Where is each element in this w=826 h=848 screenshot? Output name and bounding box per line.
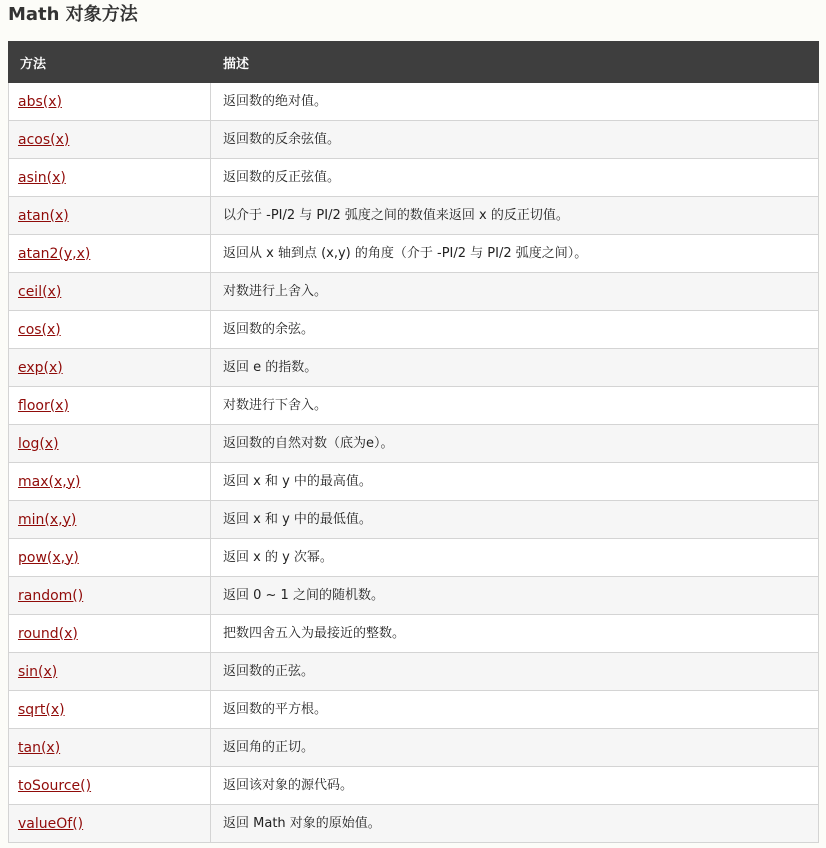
method-cell: [9, 767, 211, 805]
method-link[interactable]: pow(x,y): [18, 549, 79, 566]
method-link[interactable]: atan(x): [18, 207, 69, 224]
method-cell: [9, 425, 211, 463]
description-cell: 返回 0 ~ 1 之间的随机数。: [211, 577, 819, 615]
description-cell: 返回 e 的指数。: [211, 349, 819, 387]
description-cell: 返回 x 和 y 中的最低值。: [211, 501, 819, 539]
method-cell: [9, 121, 211, 159]
table-row: [9, 577, 819, 615]
method-cell: [9, 729, 211, 767]
table-row: [9, 83, 819, 121]
section-title: Math 对象方法: [8, 4, 138, 25]
table-row: [9, 425, 819, 463]
method-link[interactable]: valueOf(): [18, 815, 84, 832]
method-link[interactable]: toSource(): [18, 777, 92, 794]
method-link[interactable]: cos(x): [18, 321, 61, 338]
method-cell: [9, 691, 211, 729]
table-row: [9, 387, 819, 425]
description-cell: 返回 x 和 y 中的最高值。: [211, 463, 819, 501]
table-row: [9, 463, 819, 501]
method-link[interactable]: min(x,y): [18, 511, 77, 528]
methods-table: [8, 41, 819, 843]
column-header-method: 方法: [9, 42, 211, 83]
table-row: [9, 273, 819, 311]
table-row: [9, 767, 819, 805]
table-row: [9, 653, 819, 691]
description-cell: 返回 Math 对象的原始值。: [211, 805, 819, 843]
description-cell: 对数进行上舍入。: [211, 273, 819, 311]
method-link[interactable]: abs(x): [18, 93, 62, 110]
method-link[interactable]: log(x): [18, 435, 59, 452]
table-row: [9, 159, 819, 197]
method-cell: [9, 273, 211, 311]
method-cell: [9, 159, 211, 197]
method-cell: [9, 539, 211, 577]
method-link[interactable]: exp(x): [18, 359, 63, 376]
table-row: [9, 121, 819, 159]
description-cell: 对数进行下舍入。: [211, 387, 819, 425]
method-link[interactable]: sin(x): [18, 663, 58, 680]
table-row: [9, 501, 819, 539]
method-link[interactable]: max(x,y): [18, 473, 81, 490]
description-cell: 以介于 -PI/2 与 PI/2 弧度之间的数值来返回 x 的反正切值。: [211, 197, 819, 235]
method-cell: [9, 615, 211, 653]
method-cell: [9, 387, 211, 425]
table-row: [9, 615, 819, 653]
method-link[interactable]: round(x): [18, 625, 78, 642]
method-cell: [9, 349, 211, 387]
method-link[interactable]: tan(x): [18, 739, 61, 756]
table-row: [9, 197, 819, 235]
table-row: [9, 539, 819, 577]
method-cell: [9, 463, 211, 501]
method-cell: [9, 805, 211, 843]
description-cell: 返回数的正弦。: [211, 653, 819, 691]
description-cell: 把数四舍五入为最接近的整数。: [211, 615, 819, 653]
method-cell: [9, 501, 211, 539]
method-link[interactable]: floor(x): [18, 397, 69, 414]
table-row: [9, 311, 819, 349]
column-header-description: 描述: [211, 42, 819, 83]
method-link[interactable]: random(): [18, 587, 84, 604]
method-link[interactable]: atan2(y,x): [18, 245, 91, 262]
table-row: [9, 235, 819, 273]
method-cell: [9, 197, 211, 235]
method-cell: [9, 235, 211, 273]
description-cell: 返回该对象的源代码。: [211, 767, 819, 805]
method-cell: [9, 311, 211, 349]
method-link[interactable]: acos(x): [18, 131, 70, 148]
description-cell: 返回数的绝对值。: [211, 83, 819, 121]
method-link[interactable]: asin(x): [18, 169, 66, 186]
table-row: [9, 349, 819, 387]
method-link[interactable]: sqrt(x): [18, 701, 65, 718]
description-cell: 返回数的余弦。: [211, 311, 819, 349]
table-row: [9, 805, 819, 843]
description-cell: 返回数的平方根。: [211, 691, 819, 729]
table-header-row: [9, 42, 819, 83]
table-row: [9, 691, 819, 729]
description-cell: 返回角的正切。: [211, 729, 819, 767]
description-cell: 返回从 x 轴到点 (x,y) 的角度（介于 -PI/2 与 PI/2 弧度之间）。: [211, 235, 819, 273]
description-cell: 返回数的反正弦值。: [211, 159, 819, 197]
description-cell: 返回数的反余弦值。: [211, 121, 819, 159]
method-cell: [9, 577, 211, 615]
method-link[interactable]: ceil(x): [18, 283, 62, 300]
description-cell: 返回数的自然对数（底为e）。: [211, 425, 819, 463]
method-cell: [9, 83, 211, 121]
description-cell: 返回 x 的 y 次幂。: [211, 539, 819, 577]
method-cell: [9, 653, 211, 691]
table-row: [9, 729, 819, 767]
table-body: [9, 83, 819, 843]
